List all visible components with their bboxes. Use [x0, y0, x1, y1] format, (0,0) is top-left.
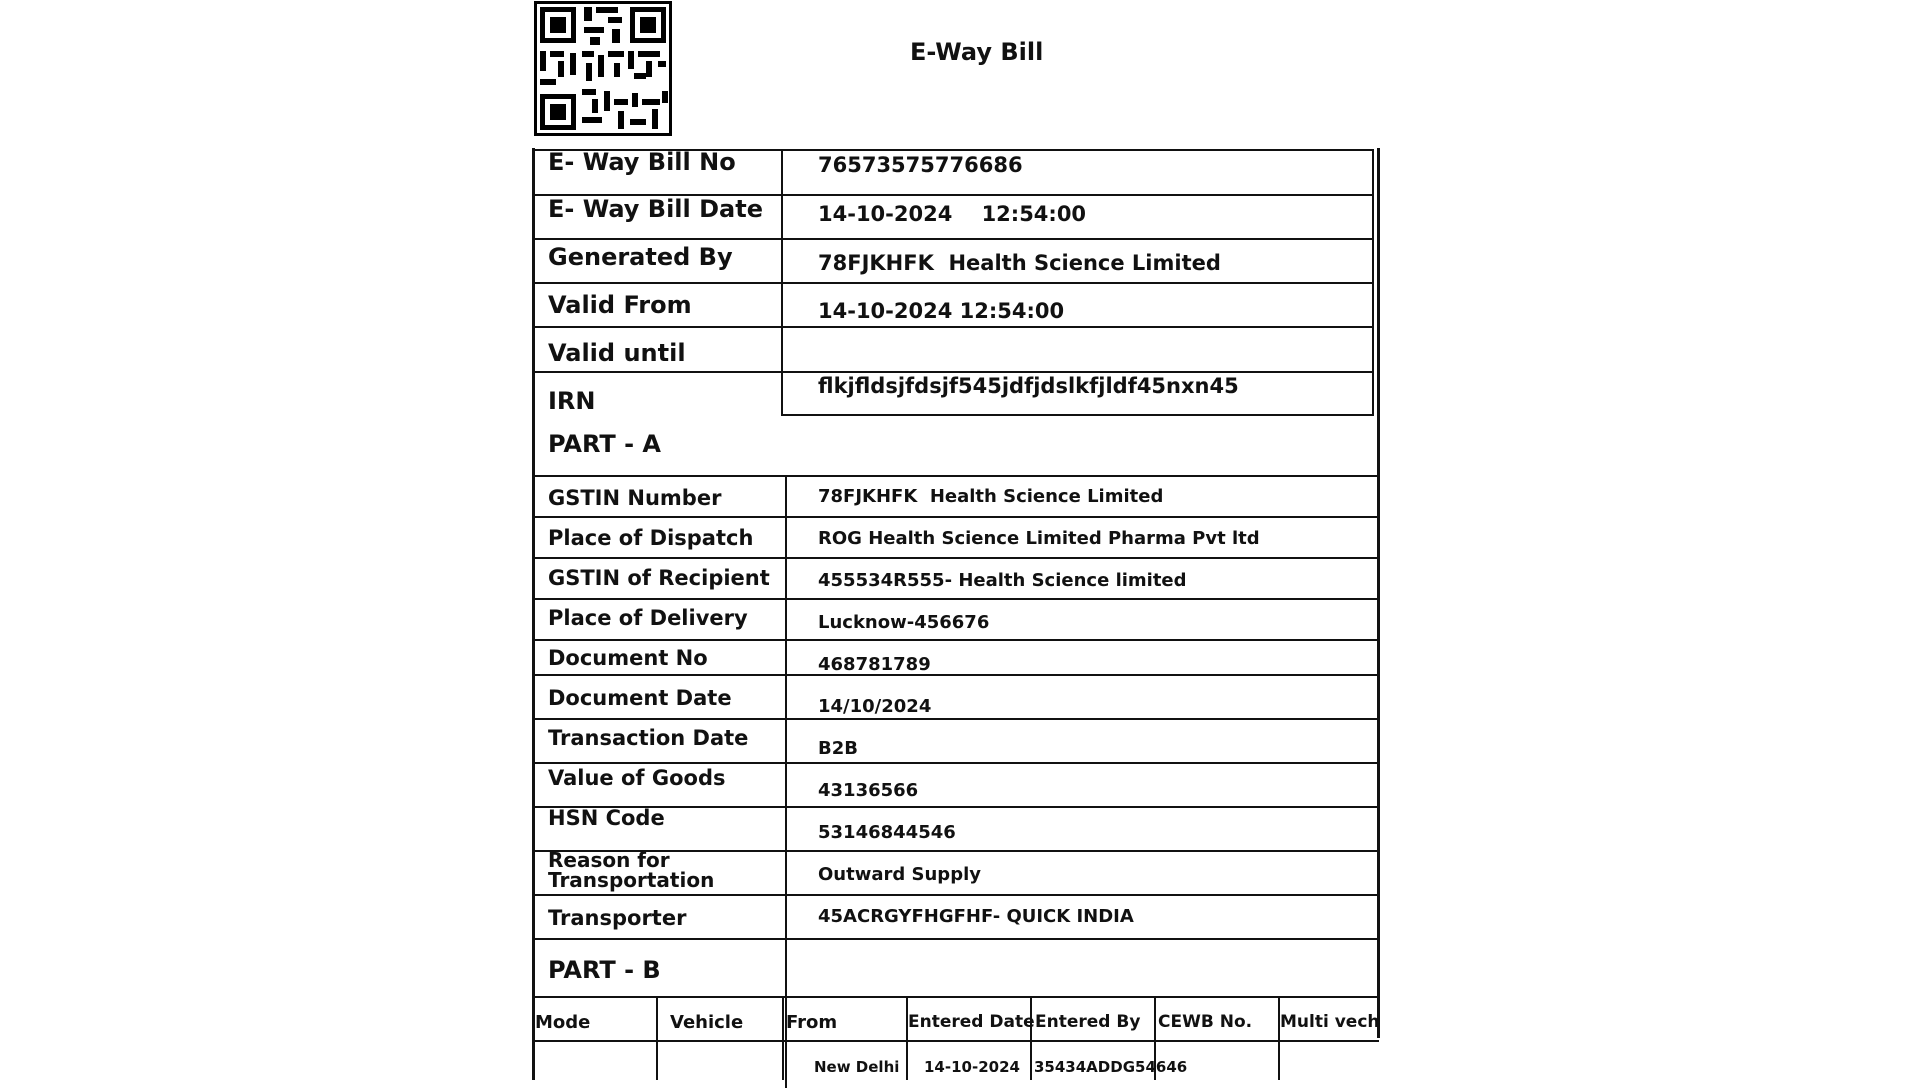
part-a-label: Reason for Transportation — [548, 848, 715, 892]
part-a-label: Document No — [548, 646, 708, 670]
col-header-from: From — [786, 1012, 838, 1033]
part-a-rule — [532, 762, 1379, 764]
summary-rule — [532, 326, 1374, 328]
part-a-rule — [532, 894, 1379, 896]
part-a-value: 14/10/2024 — [818, 696, 932, 717]
summary-label: Valid until — [548, 339, 686, 367]
part-a-label: Transporter — [548, 906, 687, 930]
part-a-rule — [532, 639, 1379, 641]
col-header-mode: Mode — [535, 1012, 591, 1033]
part-a-rule — [532, 718, 1379, 720]
summary-label: Valid From — [548, 291, 692, 319]
summary-rule — [532, 238, 1374, 240]
col-header-entered-by: Entered By — [1035, 1012, 1141, 1032]
part-a-label: HSN Code — [548, 806, 665, 830]
part-a-label: Value of Goods — [548, 766, 726, 790]
cell-entered-by: 35434ADDG54646 — [1034, 1058, 1188, 1076]
part-a-value: B2B — [818, 738, 858, 759]
part-a-label: GSTIN of Recipient — [548, 566, 770, 590]
summary-value: 76573575776686 — [818, 153, 1023, 177]
part-a-rule — [532, 598, 1379, 600]
part-a-rule — [532, 674, 1379, 676]
summary-rule — [782, 414, 1374, 416]
part-a-title: PART - A — [548, 430, 661, 458]
part-b-rule — [532, 996, 1379, 998]
part-a-label: Place of Delivery — [548, 606, 748, 630]
summary-label: E- Way Bill Date — [548, 195, 763, 223]
part-a-label: GSTIN Number — [548, 486, 722, 510]
summary-value: 14-10-2024 12:54:00 — [818, 202, 1087, 226]
part-a-value: ROG Health Science Limited Pharma Pvt ltd — [818, 528, 1260, 549]
col-header-entered-date: Entered Date — [908, 1012, 1035, 1032]
part-b-divider — [782, 996, 784, 1080]
part-a-rule — [532, 475, 1379, 477]
part-a-value: 43136566 — [818, 780, 919, 801]
part-b-divider — [1030, 996, 1032, 1080]
qr-code-icon — [534, 1, 672, 136]
summary-value: 14-10-2024 12:54:00 — [818, 299, 1065, 323]
summary-rule — [532, 371, 1374, 373]
part-a-value: 45ACRGYFHGFHF- QUICK INDIA — [818, 906, 1134, 927]
part-a-value: 53146844546 — [818, 822, 956, 843]
summary-label: E- Way Bill No — [548, 148, 736, 176]
part-a-label: Place of Dispatch — [548, 526, 754, 550]
part-a-value: 468781789 — [818, 654, 931, 675]
cell-from: New Delhi — [814, 1058, 900, 1076]
summary-label: Generated By — [548, 243, 733, 271]
col-header-cewb-no: CEWB No. — [1158, 1012, 1253, 1032]
summary-label: IRN — [548, 387, 596, 415]
summary-rule — [532, 282, 1374, 284]
summary-value: flkjfldsjfdsjf545jdfjdslkfjldf45nxn45 — [818, 374, 1239, 398]
summary-value: 78FJKHFK Health Science Limited — [818, 251, 1221, 275]
col-header-multi-vech: Multi vech — [1280, 1012, 1380, 1032]
part-a-label: Document Date — [548, 686, 732, 710]
right-border — [1377, 148, 1380, 1038]
document-title: E-Way Bill — [910, 38, 1044, 66]
part-b-title: PART - B — [548, 956, 661, 984]
part-a-value: 455534R555- Health Science limited — [818, 570, 1187, 591]
part-a-rule — [532, 516, 1379, 518]
cell-entered-date: 14-10-2024 — [924, 1058, 1020, 1076]
eway-bill-form — [532, 148, 1380, 1080]
part-a-value: 78FJKHFK Health Science Limited — [818, 486, 1164, 507]
part-a-value: Lucknow-456676 — [818, 612, 990, 633]
part-b-divider — [656, 996, 658, 1080]
left-border — [532, 148, 535, 1080]
part-a-rule — [532, 557, 1379, 559]
part-b-divider — [906, 996, 908, 1080]
part-a-label: Transaction Date — [548, 726, 749, 750]
part-a-rule — [532, 938, 1379, 940]
col-header-vehicle: Vehicle — [670, 1012, 744, 1033]
part-b-rule — [532, 1040, 1379, 1042]
part-a-value: Outward Supply — [818, 864, 981, 885]
part-b-divider — [1278, 996, 1280, 1080]
